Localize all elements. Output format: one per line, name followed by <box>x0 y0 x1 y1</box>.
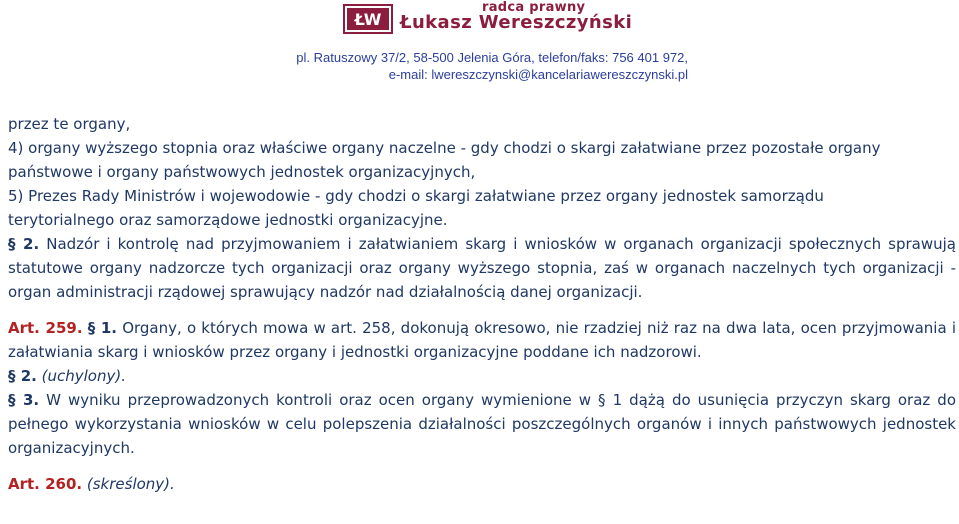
letterhead <box>0 0 959 90</box>
logo-letters: ŁW <box>354 10 382 29</box>
text-line: państwowe i organy państwowych jednostek organizacyjnych, <box>8 163 476 181</box>
paragraph-text: W wyniku przeprowadzonych kontroli oraz ocen organy wymienione w § 1 dążą do usunięcia przyczyn skarg oraz do pełnego wykorzystania wniosków w celu polepszenia działalności poszczególnych organów i innych państwowych jednostek organizacyjnych. <box>8 391 956 457</box>
article-text: (skreślony). <box>86 475 175 493</box>
text-line: 5) Prezes Rady Ministrów i wojewodowie - gdy chodzi o skargi załatwiane przez organy jednostek samorządu <box>8 187 824 205</box>
paragraph-marker: § 3. <box>8 391 40 409</box>
paragraph-marker: § 2. <box>8 367 37 385</box>
paragraph-marker: § 2. <box>8 235 40 253</box>
email-line: e-mail: lwereszczynski@kancelariawereszczynski.pl <box>388 67 688 82</box>
paragraph-marker: § 1. <box>87 319 117 337</box>
law-office-logo <box>343 4 393 34</box>
article-259-par-2 <box>8 364 956 388</box>
text-line: przez te organy, <box>8 115 131 133</box>
paragraph-text: Nadzór i kontrolę nad przyjmowaniem i załatwianiem skarg i wniosków w organach organizacji społecznych sprawują statutowe organy nadzorcze tych organizacji oraz organy wyższego stopnia, zaś w organach naczelnych tych organizacji - organ administracji rządowej sprawujący nadzór nad działalnością danej organizacji. <box>8 235 957 301</box>
article-259-par-3 <box>8 388 956 460</box>
article-label: Art. 260. <box>8 475 83 493</box>
address-line: pl. Ratuszowy 37/2, 58-500 Jelenia Góra, telefon/faks: 756 401 972, <box>296 50 688 65</box>
title-profession: radca prawny <box>482 0 586 15</box>
article-259-par-1 <box>8 316 956 364</box>
document-body <box>8 112 956 496</box>
article-label: Art. 259. <box>8 319 83 337</box>
paragraph-text: (uchylony). <box>41 367 126 385</box>
text-line: 4) organy wyższego stopnia oraz właściwe organy naczelne - gdy chodzi o skargi załatwiane przez pozostałe organy <box>8 139 881 157</box>
paragraph-2 <box>8 232 956 304</box>
title-name: Łukasz Wereszczyński <box>400 12 633 33</box>
paragraph-text: Organy, o których mowa w art. 258, dokonują okresowo, nie rzadziej niż raz na dwa lata, ocen przyjmowania i załatwiania skarg i wniosków przez organy i jednostki organizacyjne poddane ich nadzorowi. <box>8 319 956 361</box>
text-line: terytorialnego oraz samorządowe jednostki organizacyjne. <box>8 211 448 229</box>
article-260 <box>8 472 956 496</box>
